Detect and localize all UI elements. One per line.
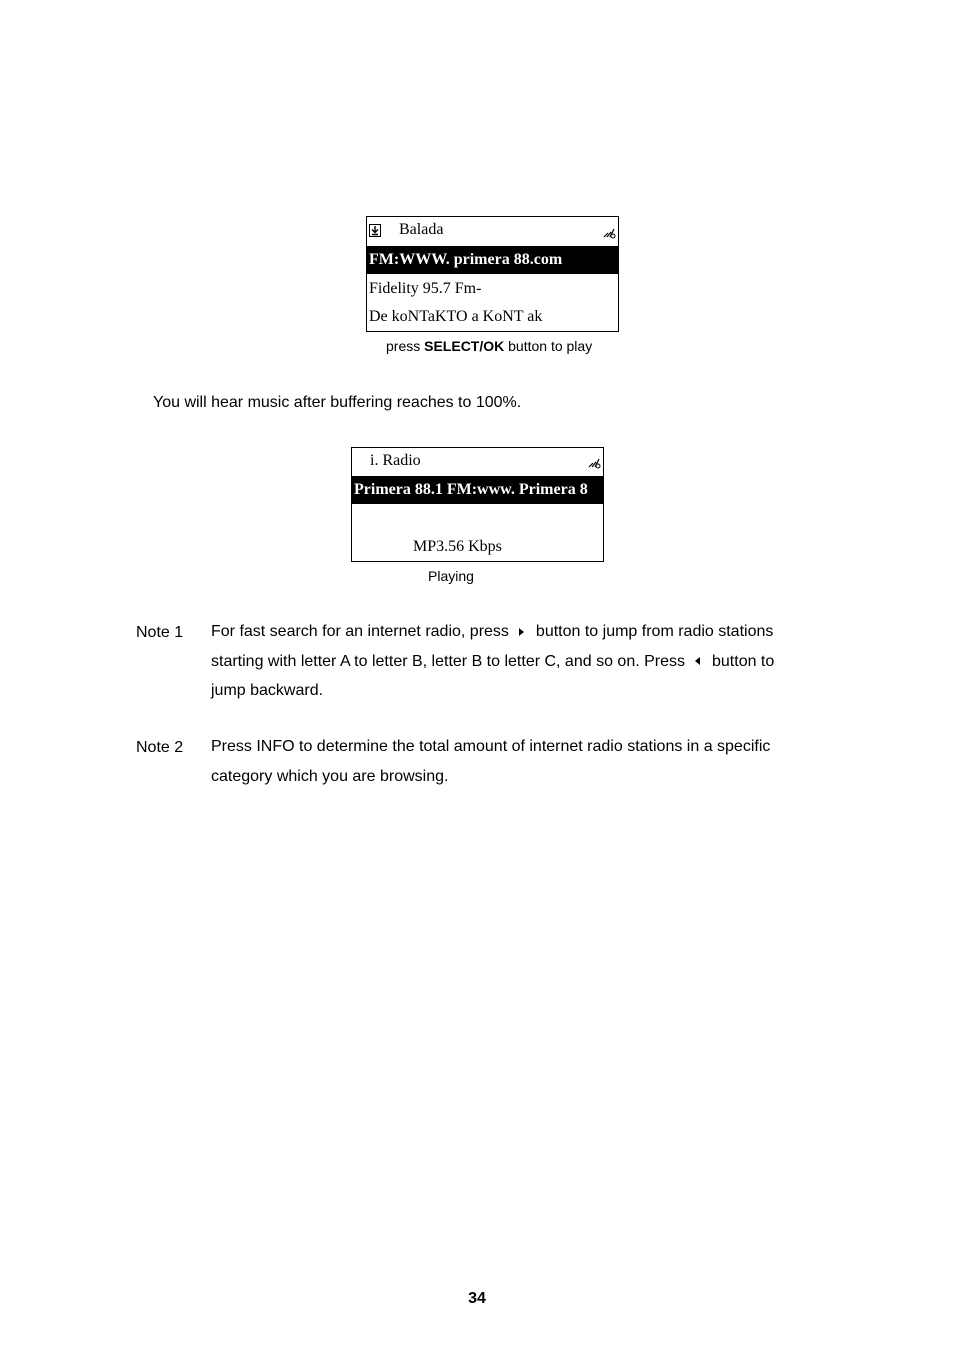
left-arrow-icon [695, 657, 700, 665]
list-item-label: Fidelity 95.7 Fm- [369, 280, 482, 297]
now-playing-label: Primera 88.1 FM:www. Primera 8 [354, 481, 588, 498]
list-item-label: De koNTaKTO a KoNT ak [369, 308, 543, 325]
caption-playing: Playing [428, 568, 474, 584]
selected-station-label: FM:WWW. primera 88.com [369, 251, 563, 268]
lcd-screen-station-list [366, 216, 619, 332]
caption-suffix: button to play [504, 338, 593, 354]
list-item[interactable] [367, 303, 618, 331]
note1-text-b: button to jump from radio stations starting with letter A to letter B, letter B to letter C, and so on. Press [211, 623, 774, 670]
screen-title: Balada [399, 221, 444, 238]
signal-icon [602, 225, 616, 239]
lcd-screen-playing [351, 447, 604, 562]
screen-header [352, 448, 603, 476]
note1-text-c: button to jump backward. [211, 652, 775, 699]
note1-text-a: For fast search for an internet radio, press [211, 623, 509, 640]
note2-body: Press INFO to determine the total amount of internet radio stations in a specific category which you are browsing. [211, 738, 771, 785]
list-item[interactable] [367, 275, 618, 303]
screen-title: i. Radio [370, 452, 421, 469]
now-playing-station [352, 476, 603, 504]
note2-label: Note 2 [136, 739, 184, 756]
note1-label: Note 1 [136, 624, 184, 641]
screen-header [367, 217, 618, 245]
signal-icon [587, 455, 601, 469]
caption-bold: SELECT/OK [424, 338, 505, 354]
selected-station[interactable] [367, 246, 618, 274]
note1-body [211, 617, 811, 706]
bitrate: MP3.56 Kbps [413, 538, 502, 555]
right-arrow-icon [519, 628, 524, 636]
download-arrow-icon [369, 224, 381, 237]
page-number: 34 [468, 1290, 486, 1307]
caption-prefix: press [386, 338, 425, 354]
caption-select [386, 338, 592, 354]
buffering-paragraph: You will hear music after buffering reaches to 100%. [153, 394, 522, 411]
